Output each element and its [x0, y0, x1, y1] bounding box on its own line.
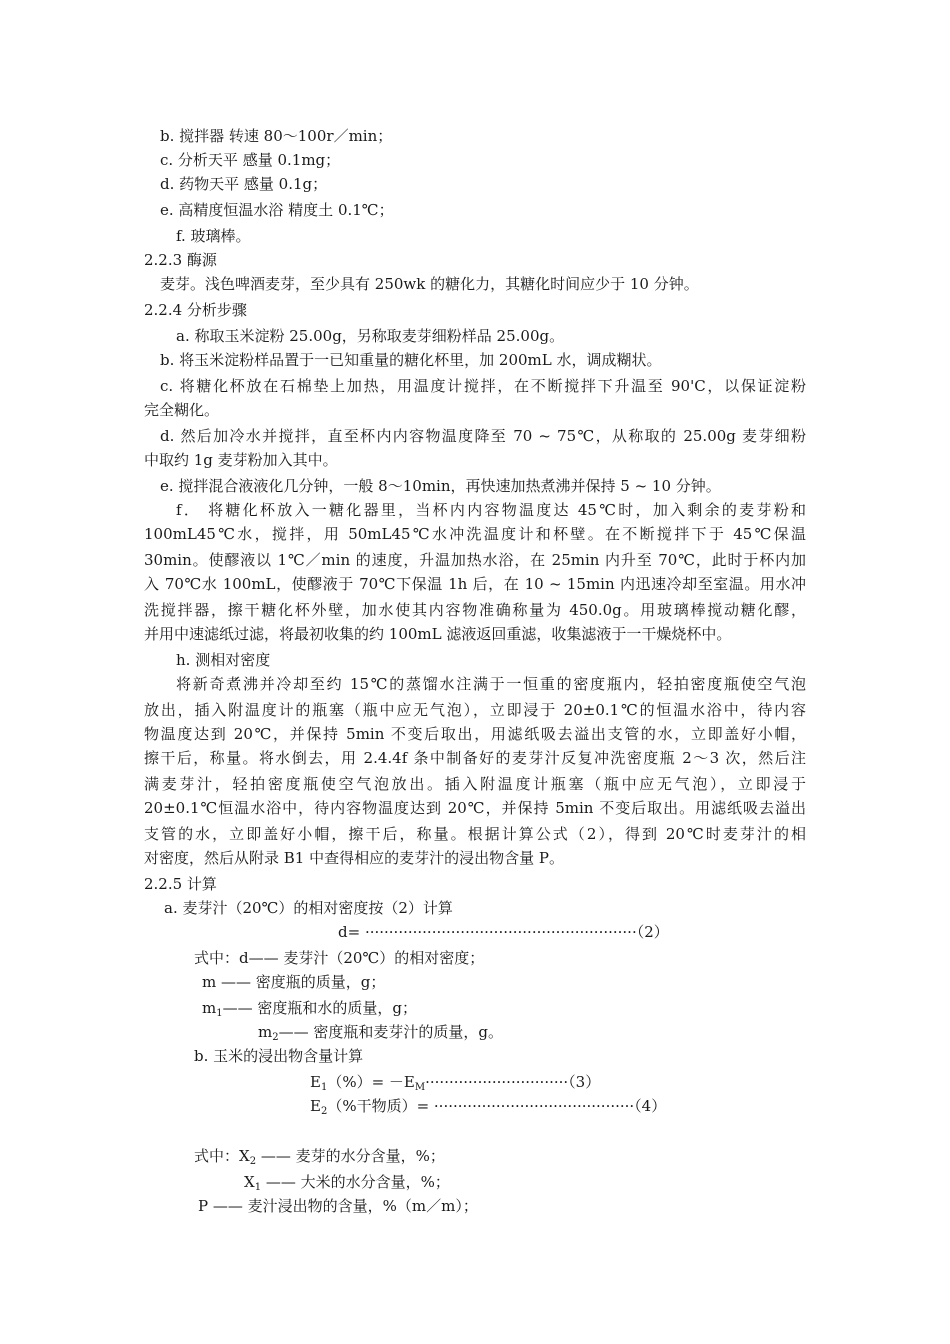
- step-f-line-5: 洗搅拌器，擦干糖化杯外壁，加水使其内容物准确称量为 450.0g。用玻璃棒搅动糖化醪，: [144, 601, 806, 619]
- step-f-line-2: 100mL45℃水，搅拌，用 50mL45℃水冲洗温度计和杯壁。在不断搅拌下于 45℃保温: [144, 525, 806, 543]
- step-h-title: h. 测相对密度: [176, 651, 271, 669]
- equation-2: d= ·························································（2）: [338, 923, 669, 941]
- step-c-line-2: 完全糊化。: [144, 401, 220, 419]
- where-d: 式中：d—— 麦芽汁（20℃）的相对密度；: [194, 949, 485, 967]
- step-h-line-4: 擦干后，称量。将水倒去，用 2.4.4f 条中制备好的麦芽汁反复冲洗密度瓶 2～3 次，然后注: [144, 749, 806, 767]
- step-h-line-1: 将新奇煮沸并冷却至约 15℃的蒸馏水注满于一恒重的密度瓶内，轻拍密度瓶使空气泡: [176, 675, 806, 693]
- step-h-line-8: 对密度，然后从附录 B1 中查得相应的麦芽汁的浸出物含量 P。: [144, 849, 564, 867]
- step-b: b. 将玉米淀粉样品置于一已知重量的糖化杯里，加 200mL 水，调成糊状。: [160, 351, 662, 369]
- step-d-line-2: 中取约 1g 麦芽粉加入其中。: [144, 451, 338, 469]
- equipment-item-b: b. 搅拌器 转速 80～100r／min；: [160, 127, 393, 145]
- where-m: m —— 密度瓶的质量，g；: [202, 973, 386, 991]
- equipment-item-d: d. 药物天平 感量 0.1g；: [160, 175, 328, 193]
- where-p: P —— 麦汁浸出物的含量，%（m／m）；: [198, 1197, 478, 1215]
- step-f-line-4: 入 70℃水 100mL，使醪液于 70℃下保温 1h 后，在 10 ~ 15min 内迅速冷却至室温。用水冲: [144, 575, 806, 593]
- equipment-item-e: e. 高精度恒温水浴 精度土 0.1℃；: [160, 201, 394, 219]
- step-h-line-7: 支管的水，立即盖好小帽，擦干后，称量。根据计算公式（2），得到 20℃时麦芽汁的相: [144, 825, 806, 843]
- step-h-line-3: 物温度达到 20℃，并保持 5min 不变后取出，用滤纸吸去溢出支管的水，立即盖好小帽，: [144, 725, 806, 743]
- section-heading-calc: 2.2.5 计算: [144, 875, 217, 893]
- where-x2: 式中：$X_2$ —— 麦芽的水分含量，%；: [194, 1147, 445, 1167]
- step-d-line-1: d. 然后加冷水并搅拌，直至杯内内容物温度降至 70 ~ 75℃，从称取的 25.00g 麦芽细粉: [160, 427, 806, 445]
- step-h-line-2: 放出，插入附温度计的瓶塞（瓶中应无气泡），立即浸于 20±0.1℃的恒温水浴中，待内容: [144, 701, 806, 719]
- enzyme-text: 麦芽。浅色啤酒麦芽，至少具有 250wk 的糖化力，其糖化时间应少于 10 分钟。: [160, 275, 699, 293]
- calc-a-title: a. 麦芽汁（20℃）的相对密度按（2）计算: [164, 899, 453, 917]
- step-e: e. 搅拌混合液液化几分钟，一般 8～10min，再快速加热煮沸并保持 5 ~ 10 分钟。: [160, 477, 721, 495]
- calc-b-title: b. 玉米的浸出物含量计算: [194, 1047, 364, 1065]
- where-x1: $X_1$ —— 大米的水分含量，%；: [244, 1173, 450, 1193]
- where-m2: $m_2——$ 密度瓶和麦芽汁的质量，g。: [258, 1023, 503, 1043]
- step-c-line-1: c. 将糖化杯放在石棉垫上加热，用温度计搅拌，在不断搅拌下升温至 90'C，以保证淀粉: [160, 377, 806, 395]
- equipment-item-c: c. 分析天平 感量 0.1mg；: [160, 151, 341, 169]
- section-heading-enzyme: 2.2.3 酶源: [144, 251, 217, 269]
- equipment-item-f: f. 玻璃棒。: [176, 227, 251, 245]
- step-f-line-3: 30min。使醪液以 1℃／min 的速度，升温加热水浴，在 25min 内升至 70℃，此时于杯内加: [144, 551, 806, 569]
- step-h-line-6: 20±0.1℃恒温水浴中，待内容物温度达到 20℃，并保持 5min 不变后取出。用滤纸吸去溢出: [144, 799, 806, 817]
- step-h-line-5: 满麦芽汁，轻拍密度瓶使空气泡放出。插入附温度计瓶塞（瓶中应无气泡），立即浸于: [144, 775, 806, 793]
- step-f-line-6: 并用中速滤纸过滤，将最初收集的约 100mL 滤液返回重滤，收集滤液于一干燥烧杯中。: [144, 625, 732, 643]
- equation-3: $E_1(\%)= -E_M\cdot\cdot\cdot\cdot\cdot\cdot\cdot\cdot\cdot\cdot\cdot\cdot\cdot\cdot\cdot\cdot\cdot\cdot\cdot\cdot\cdot\cdot\cdot\cdot\cdot\cdot\cdot\cdot\cdot\cdot(3)$: [310, 1073, 601, 1093]
- where-m1: $m_1——$ 密度瓶和水的质量，g；: [202, 999, 417, 1019]
- equation-4: $E_2(\%$干物质）= ··········································（4）: [310, 1097, 667, 1117]
- step-f-line-1: f． 将糖化杯放入一糖化器里，当杯内内容物温度达 45℃时，加入剩余的麦芽粉和: [176, 501, 806, 519]
- step-a: a. 称取玉米淀粉 25.00g，另称取麦芽细粉样品 25.00g。: [176, 327, 565, 345]
- section-heading-steps: 2.2.4 分析步骤: [144, 301, 247, 319]
